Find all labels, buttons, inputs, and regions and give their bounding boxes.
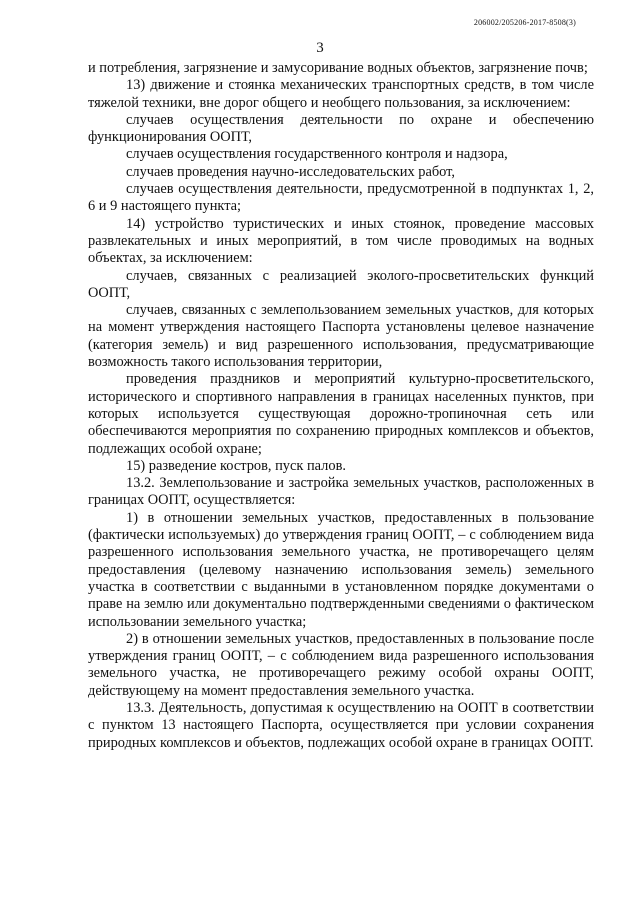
paragraph: 13) движение и стоянка механических транспортных средств, в том числе тяжелой техники, вне дорог общего и необщего пользования, за исключением: [88, 77, 594, 111]
paragraph: 13.3. Деятельность, допустимая к осуществлению на ООПТ в соответствии с пунктом 13 настоящего Паспорта, осуществляется при условии сохранения природных комплексов и объектов, подлежащих особой охране в границах ООПТ. [88, 699, 594, 751]
paragraph: 1) в отношении земельных участков, предоставленных в пользование (фактически используемых) до утверждения границ ООПТ, – с соблюдением вида разрешенного использования земельного участка, не противоречащего целям предоставления (целевому назначению использования земель) земельного участка в соответствии с выданными в установленном порядке документами о праве на землю или документально подтвержденными сведениями о фактическом использовании земельного участка; [88, 509, 594, 630]
page-number: 3 [316, 40, 324, 56]
paragraph: и потребления, загрязнение и замусоривание водных объектов, загрязнение почв; [88, 60, 588, 76]
paragraph: 14) устройство туристических и иных стоянок, проведение массовых развлекательных и иных мероприятий, в том числе проводимых на водных объектах, за исключением: [88, 215, 594, 267]
paragraph: случаев, связанных с реализацией эколого-просветительских функций ООПТ, [88, 267, 594, 301]
paragraph: случаев осуществления деятельности по охране и обеспечению функционирования ООПТ, [88, 111, 594, 146]
paragraph: 2) в отношении земельных участков, предоставленных в пользование после утверждения границ ООПТ, – с соблюдением вида разрешенного использования земельного участка, не противоречащего режиму особой охраны ООПТ, действующему на момент предоставления земельного участка. [88, 630, 594, 699]
paragraph: случаев осуществления государственного контроля и надзора, [126, 146, 508, 163]
paragraph: проведения праздников и мероприятий культурно-просветительского, исторического и спортивного направления в границах населенных пунктов, при которых используется существующая дорожно-тропиночная сеть или обеспечиваются мероприятия по сохранению природных комплексов и объектов, подлежащих особой охране; [88, 371, 594, 457]
paragraph: случаев, связанных с землепользованием земельных участков, для которых на момент утверждения настоящего Паспорта установлены целевое назначение (категория земель) и вид разрешенного использования, предусматривающие возможность такого использования территории, [88, 302, 594, 371]
paragraph: случаев проведения научно-исследовательских работ, [126, 163, 455, 180]
document-body [88, 60, 594, 752]
paragraph: 15) разведение костров, пуск палов. [126, 457, 346, 474]
paragraph: 13.2. Землепользование и застройка земельных участков, расположенных в границах ООПТ, осуществляется: [88, 475, 594, 509]
paragraph: случаев осуществления деятельности, предусмотренной в подпунктах 1, 2, 6 и 9 настоящего пункта; [88, 181, 594, 215]
document-number: 206002/205206-2017-8508(3) [473, 18, 576, 27]
